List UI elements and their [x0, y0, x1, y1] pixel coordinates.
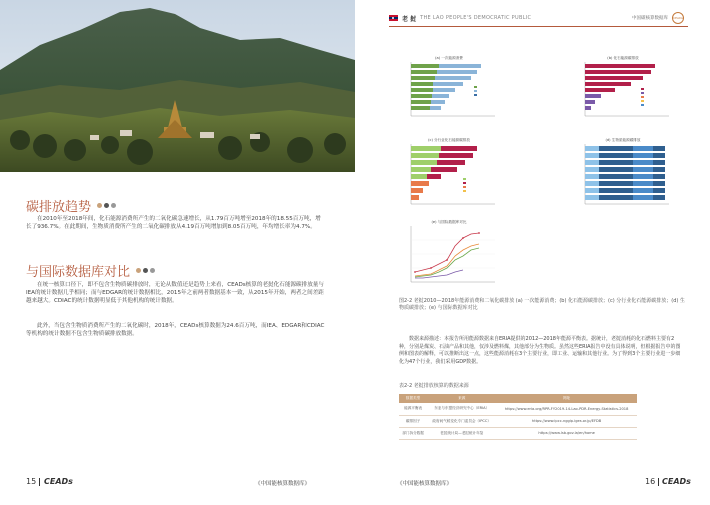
chart-d-biomass-emissions — [573, 138, 673, 210]
title-dots — [97, 203, 116, 208]
running-header — [389, 12, 684, 24]
table-row — [399, 415, 637, 427]
chart-b-title: (b) 化石能源碳排放 — [607, 56, 639, 60]
table-cell: 政府间气候变化专门委员会（IPCC） — [427, 415, 496, 427]
laos-flag-icon — [389, 15, 398, 21]
brand-right: CEADs — [662, 477, 691, 486]
header-rule — [389, 26, 688, 27]
chart-b-fossil-emissions — [573, 56, 673, 122]
section-title-database-comparison: 与国际数据库对比 — [26, 261, 155, 280]
footer-title-left: 《中国能核算数据库》 — [255, 481, 311, 487]
table-cell: 碳排因子 — [399, 415, 427, 427]
footer-title-right: 《中国能核算数据库》 — [397, 481, 453, 487]
data-source-paragraph: 数据来源描述：本报告所用能源数据来自ERIA提供的2012—2018年能源平衡表。据统计，老挝消耗的化石燃料主要有2种，分别是煤炭、石油产品和其他，仅涉及燃料煤，其他部分为生物质。虽然这些ERIA报告中没有具体说明，但根据报告中的图例和图表的解释，可以推断出这一点，这些能源消耗在3个主要行业，即工业、运输和其他行业。为了得到3个主要行业进一步细化为47个行业，我们采用GDP数据。 — [399, 336, 681, 365]
section-title-emission-trend: 碳排放趋势 — [26, 196, 116, 215]
table-row — [399, 403, 637, 415]
comparison-paragraph-2: 此外，当包含生物质消费所产生的二氧化碳时，2018年，CEADs核算数据为24.6百万吨，而IEA、EDGAR和CDIAC等机构的统计数据不包含生物质碳排放数据。 — [26, 323, 325, 338]
footer-divider — [658, 478, 659, 486]
table-header-cell: 数据类型 — [399, 394, 427, 403]
figure-caption: 图2-2 老挝2010—2018年能源消费和二氧化碳排放 (a) 一次能源消费；(b) 化石能源碳排放；(c) 分行业化石能源碳排放；(d) 生物质碳排放；(e) 与国际数据库对比 — [399, 298, 685, 311]
table-cell: https://www.ipcc-nggip.iges.or.jp/EFDB — [496, 415, 637, 427]
table-header-cell: 网址 — [496, 394, 637, 403]
table-cell: 老挝统计局—老挝统计年鉴 — [427, 427, 496, 439]
chart-d-title: (d) 生物质能源碳排放 — [605, 138, 641, 142]
footer-divider — [39, 478, 40, 486]
emission-trend-paragraph: 在2010年至2018年间，化石能源消费所产生的二氧化碳急速增长，从1.79百万吨增至2018年的18.55百万吨，增长了936.7%。在此期间，生物质消费所产生的二氧化碳排放从4.19百万吨增加到8.05百万吨，年均增长率为4.7%。 — [26, 216, 321, 231]
title-dots — [136, 268, 155, 273]
chart-a-primary-energy — [399, 56, 499, 122]
table-row — [399, 427, 637, 439]
table-cell: https://www.eria.org/RPR-FY2019-14-Lao-PDR-Energy-Statistics-2018 — [496, 403, 637, 415]
page-number-right: 16 — [645, 477, 656, 486]
table-header-row — [399, 394, 637, 403]
table-cell: 能源平衡表 — [399, 403, 427, 415]
data-source-table — [399, 394, 637, 440]
header-country-cn: 老 挝 — [402, 15, 417, 23]
chart-e-database-comparison — [399, 220, 499, 292]
comparison-paragraph-1: 在统一核算口径下，即不包含生物质碳排放时，无论从数值还是趋势上来看，CEADs核算的老挝化石能源碳排放量与IEA的统计数据几乎相同；而与EDGAR的统计数据相比，2015年之前两者数据基本一致，从2015年开始，两者之间差距越来越大。CDIAC的统计数据明显低于其他机构的统计数据。 — [26, 282, 324, 305]
brand-left: CEADs — [44, 477, 73, 486]
page-number-left: 15 — [26, 477, 37, 486]
right-page — [355, 0, 710, 505]
landscape-photo — [0, 0, 355, 172]
table-caption: 表2-2 老挝排放核算的数据来源 — [399, 383, 469, 389]
chart-c-title: (c) 分行业化石能源碳排放 — [428, 138, 470, 142]
table-header-cell: 来源 — [427, 394, 496, 403]
chart-c-sector-emissions — [399, 138, 499, 210]
header-country-en: THE LAO PEOPLE'S DEMOCRATIC PUBLIC — [420, 15, 532, 21]
cead-logo-badge: CEADs — [672, 12, 684, 24]
chart-a-title: (a) 一次能源消费 — [435, 56, 463, 60]
table-cell: 东亚与东盟经济研究中心（ERIA） — [427, 403, 496, 415]
chart-e-title: (e) 与国际数据库对比 — [431, 220, 467, 224]
table-cell: https://www.lsb.gov.la/en/home — [496, 427, 637, 439]
table-cell: 部门拆分数据 — [399, 427, 427, 439]
header-database-name: 中国碳核算数据库 — [632, 16, 668, 21]
